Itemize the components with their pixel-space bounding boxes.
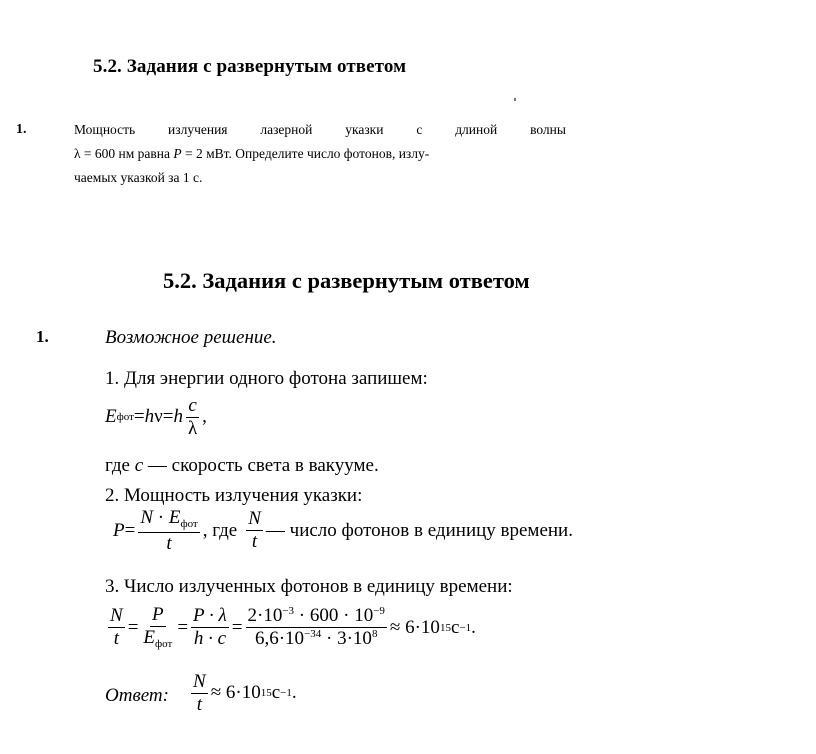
frequency-symbol: ν xyxy=(154,406,163,428)
exponent: −1 xyxy=(459,621,472,634)
c-over-lambda-fraction xyxy=(186,396,199,439)
formula-comma: , xyxy=(202,406,207,428)
exponent: 15 xyxy=(260,687,272,700)
answer-label: Ответ: xyxy=(105,685,169,706)
energy-symbol: E xyxy=(168,507,181,528)
fraction-denominator: h · c xyxy=(193,628,226,650)
power-formula xyxy=(113,508,573,553)
number: 2·10 xyxy=(247,605,283,627)
exponent: −9 xyxy=(373,605,385,618)
task-word: излучения xyxy=(168,122,228,137)
period: . xyxy=(471,616,476,638)
solution-number: 1. xyxy=(36,327,49,346)
equals-sign: = xyxy=(124,519,136,541)
equals-sign: = xyxy=(162,406,174,428)
task-text-line-3: чаемых указкой за 1 с. xyxy=(74,170,203,185)
solution-intro: Возможное решение. xyxy=(105,327,277,348)
task-heading: 5.2. Задания с развернутым ответом xyxy=(93,56,407,77)
fraction-denominator: t xyxy=(196,693,202,715)
fraction-denominator xyxy=(253,628,379,649)
power-symbol: P xyxy=(173,146,182,161)
lambda-symbol: λ xyxy=(74,146,81,161)
power-symbol: P xyxy=(113,519,125,541)
energy-symbol: E xyxy=(105,406,117,428)
photon-count-formula xyxy=(105,605,476,650)
exponent: −3 xyxy=(282,605,295,618)
n-over-t-fraction xyxy=(246,509,263,552)
step-1-text: 1. Для энергии одного фотона запишем: xyxy=(105,368,428,389)
fraction-numerator xyxy=(138,508,199,533)
fraction-denominator: t xyxy=(166,532,172,554)
dot-operator: · xyxy=(153,507,169,528)
photon-subscript: фот xyxy=(116,411,134,424)
where-text: , где xyxy=(202,519,238,541)
task-text-fragment: = 600 нм равна xyxy=(80,146,174,161)
unit: с xyxy=(450,616,460,638)
c-symbol: c xyxy=(134,455,144,476)
fraction-numerator: P · λ xyxy=(193,605,227,627)
step-2-text: 2. Мощность излучения указки: xyxy=(105,485,363,506)
fraction-numerator: c xyxy=(188,395,197,416)
solution-heading: 5.2. Задания с развернутым ответом xyxy=(163,268,530,293)
answer-formula xyxy=(188,672,297,715)
p-over-e-fraction xyxy=(141,605,174,650)
number: 6,6·10 xyxy=(254,628,305,650)
n-over-t-fraction xyxy=(191,672,208,715)
equals-sign: = xyxy=(231,616,243,638)
exponent: 15 xyxy=(439,621,451,634)
fraction-numerator xyxy=(246,606,387,628)
exponent: −34 xyxy=(304,628,322,641)
task-text-line-1 xyxy=(74,122,566,138)
task-word: указки xyxy=(345,122,384,137)
task-word: длиной xyxy=(455,122,498,137)
number: · 3·10 xyxy=(321,628,372,650)
unit: с xyxy=(271,682,281,704)
task-word: Мощность xyxy=(74,122,136,137)
photon-subscript: фот xyxy=(155,637,173,650)
task-word: лазерной xyxy=(260,122,313,137)
task-word: волны xyxy=(530,122,566,137)
fraction-denominator xyxy=(141,627,174,651)
equals-sign: = xyxy=(177,616,189,638)
task-text-line-2 xyxy=(74,146,429,162)
planck-symbol: h xyxy=(144,406,155,428)
fraction-numerator: N xyxy=(193,671,206,692)
speed-of-light-note xyxy=(105,455,379,477)
photon-energy-formula xyxy=(105,396,207,439)
equals-sign: = xyxy=(127,616,139,638)
task-number: 1. xyxy=(16,122,27,137)
task-word: с xyxy=(416,122,423,137)
photon-rate-description: — число фотонов в единицу времени. xyxy=(265,519,573,541)
exponent: 8 xyxy=(371,628,378,641)
note-text: — скорость света в вакууме. xyxy=(143,455,379,476)
fraction-denominator: t xyxy=(113,628,119,650)
fraction-denominator: t xyxy=(251,531,258,553)
note-text: где xyxy=(105,455,135,476)
fraction-numerator: P xyxy=(152,604,164,625)
p-lambda-over-hc-fraction xyxy=(191,606,229,649)
period: . xyxy=(291,682,297,704)
power-fraction xyxy=(138,508,199,553)
photon-subscript: фот xyxy=(180,518,198,530)
n-symbol: N xyxy=(140,507,154,528)
scan-speck xyxy=(514,98,516,101)
planck-symbol: h xyxy=(173,406,183,428)
approx-result: ≈ 6·10 xyxy=(389,616,440,638)
approx-result: ≈ 6·10 xyxy=(210,682,261,704)
step-3-text: 3. Число излученных фотонов в единицу времени: xyxy=(105,576,513,597)
energy-symbol: E xyxy=(143,626,156,648)
exponent: −1 xyxy=(280,687,292,700)
number: · 600 · 10 xyxy=(294,605,374,627)
task-text-fragment: = 2 мВт. Определите число фотонов, излу- xyxy=(181,146,430,161)
fraction-denominator: λ xyxy=(187,417,198,439)
n-over-t-fraction xyxy=(108,606,125,649)
fraction-numerator: N xyxy=(248,508,261,530)
equals-sign: = xyxy=(133,406,145,428)
numeric-fraction xyxy=(246,606,387,649)
fraction-numerator: N xyxy=(110,605,123,627)
